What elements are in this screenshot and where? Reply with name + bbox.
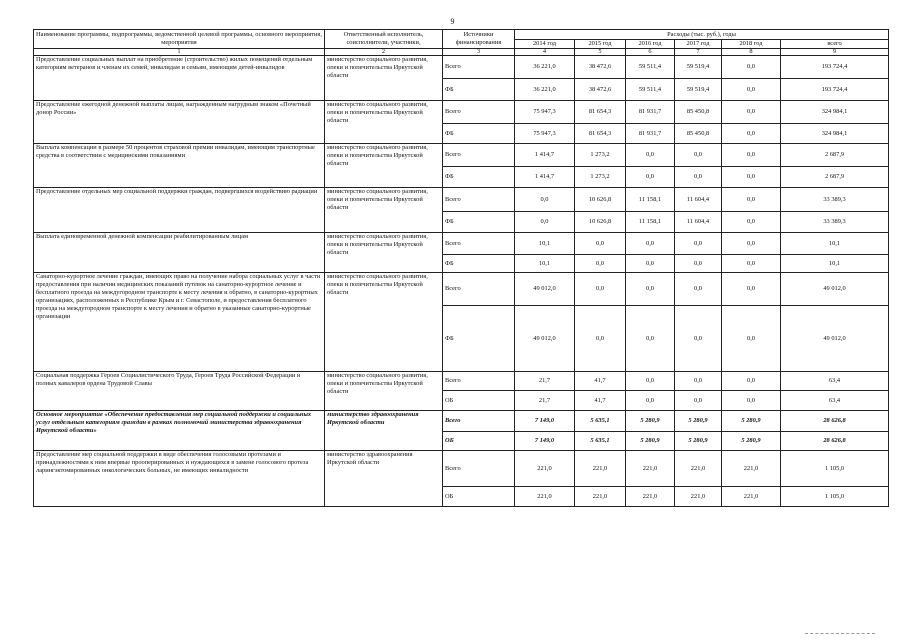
year-value-cell: 49 012,0 — [515, 306, 575, 372]
column-number: 5 — [575, 49, 626, 56]
year-value-cell: 221,0 — [575, 487, 626, 507]
table-row — [34, 233, 889, 255]
year-value-cell: 75 947,3 — [515, 124, 575, 144]
year-value-cell: 59 511,4 — [626, 56, 675, 79]
year-value-cell: 0,0 — [575, 255, 626, 273]
year-value-cell: 0,0 — [722, 188, 781, 212]
year-value-cell: 0,0 — [722, 56, 781, 79]
table-row — [34, 451, 889, 487]
year-value-cell: 10 626,8 — [575, 188, 626, 212]
program-name-cell: Основное мероприятие «Обеспечение предоставления мер социальной поддержки и социальных услуг отдельным категориям граждан в рамках полномочий министерства здравоохранения Иркутской области» — [34, 411, 325, 451]
funding-source-cell: ФБ — [443, 306, 515, 372]
column-number: 8 — [722, 49, 781, 56]
table-row — [34, 273, 889, 306]
total-value-cell: 324 984,1 — [781, 124, 889, 144]
column-number: 9 — [781, 49, 889, 56]
executor-cell: министерство социального развития, опеки и попечительства Иркутской области — [325, 233, 443, 273]
executor-cell: министерство социального развития, опеки и попечительства Иркутской области — [325, 101, 443, 144]
executor-cell: министерство социального развития, опеки и попечительства Иркутской области — [325, 144, 443, 188]
table-row — [34, 101, 889, 124]
year-value-cell: 5 280,9 — [675, 411, 722, 432]
year-value-cell: 0,0 — [675, 391, 722, 411]
funding-source-cell: Всего — [443, 411, 515, 432]
year-value-cell: 221,0 — [722, 451, 781, 487]
year-value-cell: 10 626,8 — [575, 212, 626, 233]
executor-cell: министерство социального развития, опеки и попечительства Иркутской области — [325, 188, 443, 233]
year-value-cell: 5 280,9 — [722, 411, 781, 432]
year-value-cell: 0,0 — [515, 188, 575, 212]
year-value-cell: 0,0 — [575, 233, 626, 255]
program-name-cell: Выплата единовременной денежной компенсации реабилитированным лицам — [34, 233, 325, 273]
footer-mark — [805, 633, 875, 634]
year-value-cell: 5 280,9 — [675, 432, 722, 451]
total-value-cell: 2 687,9 — [781, 144, 889, 167]
year-value-cell: 221,0 — [675, 487, 722, 507]
year-value-cell: 221,0 — [626, 487, 675, 507]
executor-cell: министерство социального развития, опеки и попечительства Иркутской области — [325, 56, 443, 101]
funding-source-cell: ФБ — [443, 212, 515, 233]
column-number: 1 — [34, 49, 325, 56]
program-name-cell: Социальная поддержка Героев Социалистического Труда, Героев Труда Российской Федерации и полных кавалеров ордена Трудовой Славы — [34, 372, 325, 411]
year-value-cell: 0,0 — [626, 233, 675, 255]
header-program: Наименование программы, подпрограммы, ведомственной целевой программы, основного мероприятия, мероприятия — [34, 30, 325, 49]
header-year-2018: 2018 год — [722, 40, 781, 49]
column-number: 3 — [443, 49, 515, 56]
header-year-2015: 2015 год — [575, 40, 626, 49]
year-value-cell: 81 654,3 — [575, 101, 626, 124]
expenses-table — [33, 29, 889, 507]
funding-source-cell: Всего — [443, 233, 515, 255]
year-value-cell: 0,0 — [626, 167, 675, 188]
executor-cell: министерство социального развития, опеки и попечительства Иркутской области — [325, 372, 443, 411]
year-value-cell: 7 149,0 — [515, 411, 575, 432]
funding-source-cell: Всего — [443, 372, 515, 391]
year-value-cell: 49 012,0 — [515, 273, 575, 306]
header-executor: Ответственный исполнитель, соисполнители, участники, — [325, 30, 443, 49]
year-value-cell: 0,0 — [675, 372, 722, 391]
funding-source-cell: ОБ — [443, 391, 515, 411]
funding-source-cell: ФБ — [443, 79, 515, 101]
funding-source-cell: ФБ — [443, 255, 515, 273]
year-value-cell: 0,0 — [675, 273, 722, 306]
year-value-cell: 7 149,0 — [515, 432, 575, 451]
total-value-cell: 324 984,1 — [781, 101, 889, 124]
year-value-cell: 11 604,4 — [675, 188, 722, 212]
year-value-cell: 10,1 — [515, 233, 575, 255]
year-value-cell: 0,0 — [722, 255, 781, 273]
year-value-cell: 0,0 — [626, 391, 675, 411]
year-value-cell: 36 221,0 — [515, 79, 575, 101]
total-value-cell: 63,4 — [781, 391, 889, 411]
year-value-cell: 1 273,2 — [575, 167, 626, 188]
year-value-cell: 0,0 — [722, 101, 781, 124]
column-numbers-row — [34, 49, 889, 56]
year-value-cell: 0,0 — [675, 255, 722, 273]
year-value-cell: 41,7 — [575, 391, 626, 411]
header-source: Источники финансирования — [443, 30, 515, 49]
year-value-cell: 0,0 — [722, 212, 781, 233]
year-value-cell: 221,0 — [626, 451, 675, 487]
funding-source-cell: Всего — [443, 101, 515, 124]
table-row — [34, 56, 889, 79]
year-value-cell: 1 414,7 — [515, 167, 575, 188]
year-value-cell: 11 158,1 — [626, 188, 675, 212]
year-value-cell: 1 414,7 — [515, 144, 575, 167]
total-value-cell: 28 626,8 — [781, 432, 889, 451]
total-value-cell: 49 012,0 — [781, 273, 889, 306]
year-value-cell: 221,0 — [515, 487, 575, 507]
year-value-cell: 221,0 — [575, 451, 626, 487]
header-year-2017: 2017 год — [675, 40, 722, 49]
year-value-cell: 0,0 — [675, 306, 722, 372]
year-value-cell: 0,0 — [626, 255, 675, 273]
year-value-cell: 5 635,1 — [575, 432, 626, 451]
year-value-cell: 0,0 — [575, 273, 626, 306]
year-value-cell: 0,0 — [626, 144, 675, 167]
column-number: 7 — [675, 49, 722, 56]
year-value-cell: 0,0 — [722, 372, 781, 391]
year-value-cell: 5 635,1 — [575, 411, 626, 432]
funding-source-cell: Всего — [443, 273, 515, 306]
year-value-cell: 0,0 — [722, 79, 781, 101]
page-number: 9 — [450, 17, 455, 26]
year-value-cell: 5 280,9 — [722, 432, 781, 451]
program-name-cell: Предоставление социальных выплат на приобретение (строительство) жилых помещений отдельным категориям ветеранов и членам их семей, инвалидам и семьям, имеющим детей-инвалидов — [34, 56, 325, 101]
year-value-cell: 0,0 — [675, 233, 722, 255]
program-name-cell: Выплата компенсации в размере 50 процентов страховой премии инвалидам, имеющим транспортные средства в соответствии с медицинскими показаниями — [34, 144, 325, 188]
year-value-cell: 21,7 — [515, 391, 575, 411]
year-value-cell: 0,0 — [722, 273, 781, 306]
year-value-cell: 21,7 — [515, 372, 575, 391]
funding-source-cell: ФБ — [443, 124, 515, 144]
year-value-cell: 11 604,4 — [675, 212, 722, 233]
table-row — [34, 411, 889, 432]
year-value-cell: 0,0 — [575, 306, 626, 372]
year-value-cell: 0,0 — [722, 391, 781, 411]
year-value-cell: 0,0 — [626, 273, 675, 306]
total-value-cell: 1 105,0 — [781, 487, 889, 507]
year-value-cell: 0,0 — [675, 167, 722, 188]
year-value-cell: 0,0 — [675, 144, 722, 167]
executor-cell: министерство социального развития, опеки и попечительства Иркутской области — [325, 273, 443, 372]
year-value-cell: 75 947,3 — [515, 101, 575, 124]
total-value-cell: 33 389,3 — [781, 212, 889, 233]
year-value-cell: 38 472,6 — [575, 79, 626, 101]
program-name-cell: Санаторно-курортное лечение граждан, имеющих право на получение набора социальных услуг в части предоставления при наличии медицинских показаний путевок на санаторно-курортное лечение и бесплатного проезда на междугородном транспорте к месту лечения и обратно, в санаторно-курортных организациях, расположенных в Республике Крым и г. Севастополе, и предоставления бесплатного проезда на междугородном транспорте к месту лечения и обратно в указанные санаторно-курортные организации — [34, 273, 325, 372]
year-value-cell: 0,0 — [626, 372, 675, 391]
year-value-cell: 81 654,3 — [575, 124, 626, 144]
executor-cell: министерство здравоохранения Иркутской области — [325, 411, 443, 451]
year-value-cell: 81 931,7 — [626, 124, 675, 144]
year-value-cell: 10,1 — [515, 255, 575, 273]
year-value-cell: 41,7 — [575, 372, 626, 391]
funding-source-cell: Всего — [443, 56, 515, 79]
funding-source-cell: ОБ — [443, 487, 515, 507]
program-name-cell: Предоставление ежегодной денежной выплаты лицам, награжденным нагрудным знаком «Почетный донор России» — [34, 101, 325, 144]
table-row — [34, 372, 889, 391]
table-row — [34, 188, 889, 212]
header-total: всего — [781, 40, 889, 49]
funding-source-cell: ОБ — [443, 432, 515, 451]
column-number: 4 — [515, 49, 575, 56]
total-value-cell: 193 724,4 — [781, 56, 889, 79]
year-value-cell: 0,0 — [722, 306, 781, 372]
total-value-cell: 33 389,3 — [781, 188, 889, 212]
year-value-cell: 11 158,1 — [626, 212, 675, 233]
header-year-2014: 2014 год — [515, 40, 575, 49]
year-value-cell: 221,0 — [515, 451, 575, 487]
year-value-cell: 0,0 — [515, 212, 575, 233]
table-row — [34, 144, 889, 167]
year-value-cell: 0,0 — [626, 306, 675, 372]
year-value-cell: 0,0 — [722, 167, 781, 188]
year-value-cell: 5 280,9 — [626, 432, 675, 451]
header-year-2016: 2016 год — [626, 40, 675, 49]
year-value-cell: 0,0 — [722, 233, 781, 255]
funding-source-cell: ФБ — [443, 167, 515, 188]
executor-cell: министерство здравоохранения Иркутской области — [325, 451, 443, 507]
year-value-cell: 85 450,8 — [675, 124, 722, 144]
total-value-cell: 193 724,4 — [781, 79, 889, 101]
header-expenses: Расходы (тыс. руб.), годы — [515, 30, 889, 40]
program-name-cell: Предоставление отдельных мер социальной поддержки граждан, подвергшихся воздействию радиации — [34, 188, 325, 233]
funding-source-cell: Всего — [443, 144, 515, 167]
total-value-cell: 2 687,9 — [781, 167, 889, 188]
year-value-cell: 59 519,4 — [675, 56, 722, 79]
total-value-cell: 1 105,0 — [781, 451, 889, 487]
year-value-cell: 81 931,7 — [626, 101, 675, 124]
total-value-cell: 28 626,8 — [781, 411, 889, 432]
year-value-cell: 59 511,4 — [626, 79, 675, 101]
total-value-cell: 10,1 — [781, 233, 889, 255]
total-value-cell: 63,4 — [781, 372, 889, 391]
total-value-cell: 49 012,0 — [781, 306, 889, 372]
total-value-cell: 10,1 — [781, 255, 889, 273]
year-value-cell: 221,0 — [675, 451, 722, 487]
funding-source-cell: Всего — [443, 451, 515, 487]
year-value-cell: 221,0 — [722, 487, 781, 507]
year-value-cell: 0,0 — [722, 124, 781, 144]
year-value-cell: 5 280,9 — [626, 411, 675, 432]
year-value-cell: 85 450,8 — [675, 101, 722, 124]
year-value-cell: 59 519,4 — [675, 79, 722, 101]
year-value-cell: 0,0 — [722, 144, 781, 167]
year-value-cell: 36 221,0 — [515, 56, 575, 79]
program-name-cell: Предоставление мер социальной поддержки в виде обеспечения голосовыми протезами и принадлежностями к ним впервые прооперированных и нуждающихся в замене голосового протеза ларингэктомированных онкологических больных, не имеющих инвалидности — [34, 451, 325, 507]
funding-source-cell: Всего — [443, 188, 515, 212]
year-value-cell: 38 472,6 — [575, 56, 626, 79]
year-value-cell: 1 273,2 — [575, 144, 626, 167]
column-number: 2 — [325, 49, 443, 56]
column-number: 6 — [626, 49, 675, 56]
